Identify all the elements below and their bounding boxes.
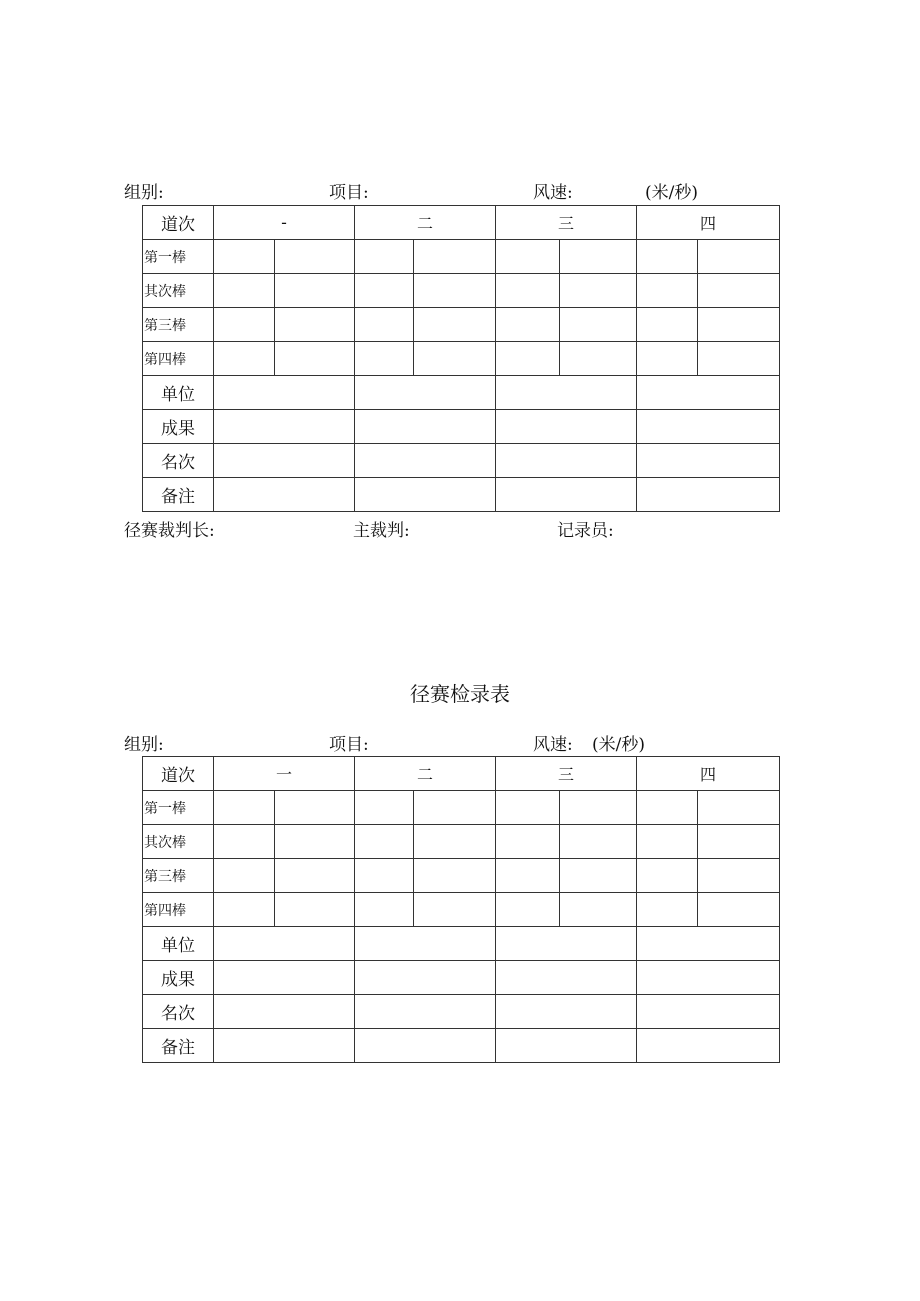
entry-cell[interactable] (275, 308, 355, 342)
entry-cell[interactable] (637, 274, 698, 308)
entry-cell[interactable] (637, 825, 698, 859)
result-row-label: 成果 (143, 410, 214, 444)
lane-header-row (143, 206, 780, 240)
entry-cell[interactable] (496, 444, 637, 478)
chief-referee-label: 径赛裁判长: (124, 521, 215, 541)
entry-cell[interactable] (560, 791, 637, 825)
entry-cell[interactable] (414, 240, 496, 274)
entry-cell[interactable] (496, 308, 560, 342)
entry-cell[interactable] (698, 893, 780, 927)
leg-3-label: 第三棒 (143, 308, 214, 342)
table-row (143, 274, 780, 308)
entry-cell[interactable] (275, 240, 355, 274)
entry-cell[interactable] (637, 961, 780, 995)
entry-cell[interactable] (496, 376, 637, 410)
unit-row-label: 单位 (143, 927, 214, 961)
leg-4-label: 第四棒 (143, 342, 214, 376)
entry-cell[interactable] (496, 859, 560, 893)
page-title: 径赛检录表 (410, 682, 510, 706)
leg-3-label: 第三棒 (143, 859, 214, 893)
table-row (143, 995, 780, 1029)
entry-cell[interactable] (355, 240, 414, 274)
remarks-row-label: 备注 (143, 478, 214, 512)
form1-header-line (0, 182, 920, 204)
entry-cell[interactable] (214, 478, 355, 512)
wind-unit: (米/秒) (645, 183, 698, 203)
entry-cell[interactable] (560, 274, 637, 308)
table-row (143, 240, 780, 274)
entry-cell[interactable] (637, 995, 780, 1029)
entry-cell[interactable] (496, 893, 560, 927)
group-label: 组别: (124, 183, 164, 203)
entry-cell[interactable] (698, 240, 780, 274)
entry-cell[interactable] (275, 791, 355, 825)
event-label: 项目: (329, 735, 369, 755)
entry-cell[interactable] (560, 240, 637, 274)
entry-cell[interactable] (560, 825, 637, 859)
entry-cell[interactable] (355, 410, 496, 444)
lane-header-cell: 道次 (143, 206, 214, 240)
lane-3-header: 三 (496, 206, 637, 240)
entry-cell[interactable] (637, 410, 780, 444)
main-referee-label: 主裁判: (353, 521, 410, 541)
entry-cell[interactable] (637, 444, 780, 478)
table-row (143, 444, 780, 478)
entry-cell[interactable] (560, 859, 637, 893)
entry-cell[interactable] (214, 376, 355, 410)
leg-1-label: 第一棒 (143, 791, 214, 825)
entry-cell[interactable] (214, 893, 275, 927)
table-row (143, 308, 780, 342)
lane-header-cell: 道次 (143, 757, 214, 791)
entry-cell[interactable] (355, 1029, 496, 1063)
table-row (143, 791, 780, 825)
lane-header-row (143, 757, 780, 791)
entry-cell[interactable] (496, 927, 637, 961)
entry-cell[interactable] (355, 274, 414, 308)
leg-2-label: 其次棒 (143, 825, 214, 859)
table-row (143, 1029, 780, 1063)
entry-cell[interactable] (496, 825, 560, 859)
entry-cell[interactable] (414, 791, 496, 825)
table-row (143, 859, 780, 893)
entry-cell[interactable] (214, 1029, 355, 1063)
lane-4-header: 四 (637, 757, 780, 791)
table-row (143, 478, 780, 512)
entry-cell[interactable] (496, 791, 560, 825)
entry-cell[interactable] (355, 342, 414, 376)
entry-cell[interactable] (355, 825, 414, 859)
form2-record-table (142, 756, 780, 1063)
entry-cell[interactable] (496, 995, 637, 1029)
entry-cell[interactable] (414, 274, 496, 308)
entry-cell[interactable] (214, 859, 275, 893)
entry-cell[interactable] (496, 274, 560, 308)
entry-cell[interactable] (355, 859, 414, 893)
table-row (143, 410, 780, 444)
event-label: 项目: (329, 183, 369, 203)
recorder-label: 记录员: (557, 521, 614, 541)
entry-cell[interactable] (275, 825, 355, 859)
entry-cell[interactable] (355, 927, 496, 961)
leg-2-label: 其次棒 (143, 274, 214, 308)
table-row (143, 927, 780, 961)
entry-cell[interactable] (414, 893, 496, 927)
entry-cell[interactable] (698, 825, 780, 859)
table-row (143, 893, 780, 927)
entry-cell[interactable] (637, 240, 698, 274)
entry-cell[interactable] (560, 893, 637, 927)
entry-cell[interactable] (637, 791, 698, 825)
entry-cell[interactable] (214, 791, 275, 825)
table-row (143, 376, 780, 410)
entry-cell[interactable] (698, 859, 780, 893)
entry-cell[interactable] (214, 274, 275, 308)
entry-cell[interactable] (637, 308, 698, 342)
entry-cell[interactable] (275, 342, 355, 376)
entry-cell[interactable] (214, 444, 355, 478)
entry-cell[interactable] (637, 893, 698, 927)
entry-cell[interactable] (637, 376, 780, 410)
form2-header-line (0, 734, 920, 756)
leg-4-label: 第四棒 (143, 893, 214, 927)
entry-cell[interactable] (496, 410, 637, 444)
lane-1-header: 一 (214, 757, 355, 791)
entry-cell[interactable] (496, 961, 637, 995)
entry-cell[interactable] (414, 825, 496, 859)
entry-cell[interactable] (214, 308, 275, 342)
lane-2-header: 二 (355, 206, 496, 240)
entry-cell[interactable] (355, 791, 414, 825)
entry-cell[interactable] (414, 859, 496, 893)
entry-cell[interactable] (637, 859, 698, 893)
entry-cell[interactable] (275, 893, 355, 927)
wind-unit: (米/秒) (592, 735, 645, 755)
form1-footer-line (0, 520, 920, 542)
remarks-row-label: 备注 (143, 1029, 214, 1063)
entry-cell[interactable] (275, 859, 355, 893)
table-row (143, 961, 780, 995)
entry-cell[interactable] (637, 478, 780, 512)
wind-speed-label: 风速: (533, 735, 573, 755)
entry-cell[interactable] (560, 342, 637, 376)
rank-row-label: 名次 (143, 444, 214, 478)
entry-cell[interactable] (214, 410, 355, 444)
entry-cell[interactable] (214, 961, 355, 995)
entry-cell[interactable] (275, 274, 355, 308)
entry-cell[interactable] (698, 791, 780, 825)
entry-cell[interactable] (355, 308, 414, 342)
leg-1-label: 第一棒 (143, 240, 214, 274)
entry-cell[interactable] (214, 342, 275, 376)
table-row (143, 825, 780, 859)
lane-1-header: - (214, 206, 355, 240)
entry-cell[interactable] (355, 893, 414, 927)
entry-cell[interactable] (637, 342, 698, 376)
lane-2-header: 二 (355, 757, 496, 791)
entry-cell[interactable] (496, 1029, 637, 1063)
entry-cell[interactable] (637, 927, 780, 961)
entry-cell[interactable] (414, 308, 496, 342)
entry-cell[interactable] (698, 274, 780, 308)
entry-cell[interactable] (355, 478, 496, 512)
lane-4-header: 四 (637, 206, 780, 240)
entry-cell[interactable] (355, 961, 496, 995)
table-row (143, 342, 780, 376)
entry-cell[interactable] (214, 825, 275, 859)
entry-cell[interactable] (496, 240, 560, 274)
entry-cell[interactable] (637, 1029, 780, 1063)
wind-speed-label: 风速: (533, 183, 573, 203)
group-label: 组别: (124, 735, 164, 755)
entry-cell[interactable] (496, 478, 637, 512)
rank-row-label: 名次 (143, 995, 214, 1029)
result-row-label: 成果 (143, 961, 214, 995)
entry-cell[interactable] (698, 308, 780, 342)
lane-3-header: 三 (496, 757, 637, 791)
unit-row-label: 单位 (143, 376, 214, 410)
entry-cell[interactable] (560, 308, 637, 342)
entry-cell[interactable] (214, 995, 355, 1029)
form1-record-table (142, 205, 780, 512)
entry-cell[interactable] (414, 342, 496, 376)
entry-cell[interactable] (698, 342, 780, 376)
entry-cell[interactable] (355, 444, 496, 478)
entry-cell[interactable] (214, 240, 275, 274)
entry-cell[interactable] (214, 927, 355, 961)
entry-cell[interactable] (496, 342, 560, 376)
entry-cell[interactable] (355, 376, 496, 410)
entry-cell[interactable] (355, 995, 496, 1029)
